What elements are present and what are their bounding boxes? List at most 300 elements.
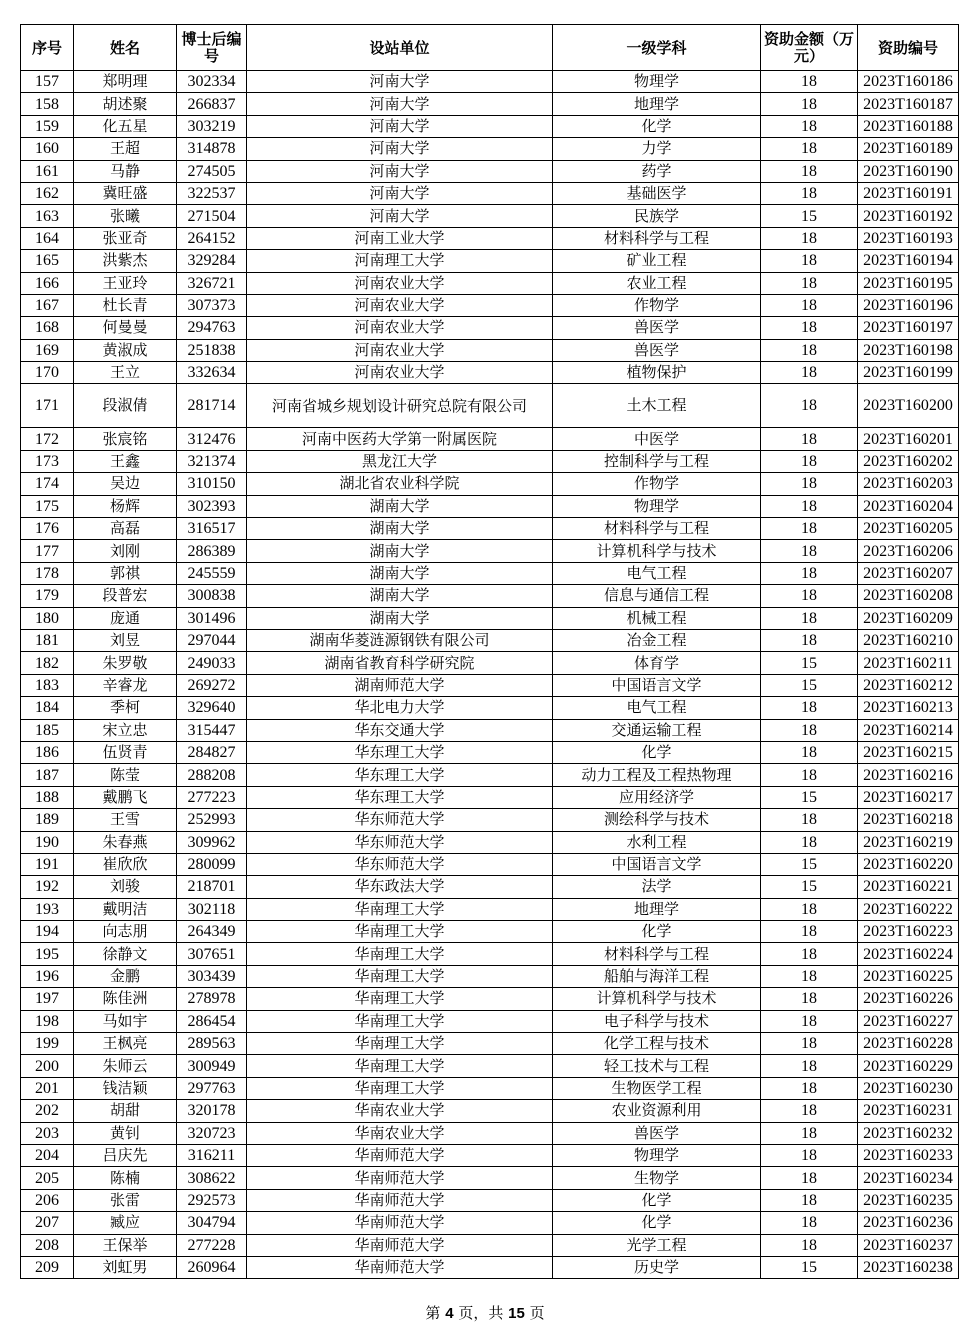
- cell-discipline: 地理学: [553, 898, 761, 920]
- cell-discipline: 材料科学与工程: [553, 518, 761, 540]
- cell-grant-code: 2023T160194: [858, 250, 959, 272]
- table-row: [21, 1212, 959, 1234]
- table-row: [21, 607, 959, 629]
- cell-postdoc-id: 260964: [177, 1256, 247, 1278]
- cell-discipline: 化学工程与技术: [553, 1033, 761, 1055]
- cell-amount: 18: [761, 1055, 858, 1077]
- cell-discipline: 物理学: [553, 495, 761, 517]
- table-row: [21, 1122, 959, 1144]
- footer-suffix: 页: [529, 1304, 545, 1322]
- cell-amount: 18: [761, 495, 858, 517]
- cell-index: 170: [21, 362, 74, 384]
- cell-amount: 18: [761, 1122, 858, 1144]
- table-row: [21, 1077, 959, 1099]
- cell-grant-code: 2023T160214: [858, 719, 959, 741]
- cell-postdoc-id: 297044: [177, 629, 247, 651]
- cell-index: 164: [21, 227, 74, 249]
- cell-index: 161: [21, 160, 74, 182]
- cell-host-unit: 湖南华菱涟源钢铁有限公司: [247, 629, 553, 651]
- cell-index: 184: [21, 697, 74, 719]
- cell-host-unit: 湖南大学: [247, 518, 553, 540]
- cell-amount: 18: [761, 988, 858, 1010]
- cell-name: 张亚奇: [74, 227, 177, 249]
- cell-host-unit: 华东师范大学: [247, 831, 553, 853]
- cell-amount: 18: [761, 719, 858, 741]
- cell-postdoc-id: 278978: [177, 988, 247, 1010]
- cell-host-unit: 湖南大学: [247, 585, 553, 607]
- cell-index: 196: [21, 965, 74, 987]
- cell-name: 张宸铭: [74, 428, 177, 450]
- cell-name: 宋立忠: [74, 719, 177, 741]
- cell-postdoc-id: 288208: [177, 764, 247, 786]
- cell-host-unit: 华南理工大学: [247, 943, 553, 965]
- cell-postdoc-id: 307373: [177, 294, 247, 316]
- cell-amount: 18: [761, 182, 858, 204]
- cell-index: 182: [21, 652, 74, 674]
- cell-postdoc-id: 251838: [177, 339, 247, 361]
- cell-postdoc-id: 312476: [177, 428, 247, 450]
- cell-index: 190: [21, 831, 74, 853]
- cell-discipline: 信息与通信工程: [553, 585, 761, 607]
- cell-index: 172: [21, 428, 74, 450]
- cell-postdoc-id: 218701: [177, 876, 247, 898]
- table-row: [21, 629, 959, 651]
- cell-grant-code: 2023T160203: [858, 473, 959, 495]
- cell-name: 洪紫杰: [74, 250, 177, 272]
- cell-discipline: 物理学: [553, 1144, 761, 1166]
- cell-amount: 18: [761, 764, 858, 786]
- cell-grant-code: 2023T160232: [858, 1122, 959, 1144]
- cell-postdoc-id: 245559: [177, 562, 247, 584]
- cell-grant-code: 2023T160233: [858, 1144, 959, 1166]
- cell-index: 176: [21, 518, 74, 540]
- cell-index: 202: [21, 1100, 74, 1122]
- cell-discipline: 中国语言文学: [553, 674, 761, 696]
- cell-name: 崔欣欣: [74, 853, 177, 875]
- footer-total-pages: 15: [508, 1305, 525, 1322]
- cell-grant-code: 2023T160212: [858, 674, 959, 696]
- cell-amount: 18: [761, 160, 858, 182]
- cell-postdoc-id: 289563: [177, 1033, 247, 1055]
- cell-amount: 18: [761, 943, 858, 965]
- table-row: [21, 786, 959, 808]
- cell-discipline: 化学: [553, 741, 761, 763]
- table-row: [21, 1055, 959, 1077]
- cell-host-unit: 河南大学: [247, 93, 553, 115]
- cell-grant-code: 2023T160238: [858, 1256, 959, 1278]
- cell-amount: 15: [761, 876, 858, 898]
- cell-postdoc-id: 320723: [177, 1122, 247, 1144]
- cell-index: 168: [21, 317, 74, 339]
- cell-index: 209: [21, 1256, 74, 1278]
- cell-host-unit: 华南理工大学: [247, 965, 553, 987]
- cell-postdoc-id: 252993: [177, 809, 247, 831]
- cell-index: 174: [21, 473, 74, 495]
- cell-host-unit: 河南大学: [247, 160, 553, 182]
- cell-grant-code: 2023T160204: [858, 495, 959, 517]
- cell-host-unit: 湖南师范大学: [247, 674, 553, 696]
- cell-discipline: 计算机科学与技术: [553, 988, 761, 1010]
- cell-name: 张曦: [74, 205, 177, 227]
- cell-discipline: 物理学: [553, 71, 761, 93]
- cell-host-unit: 华南理工大学: [247, 898, 553, 920]
- cell-amount: 18: [761, 317, 858, 339]
- cell-postdoc-id: 304794: [177, 1212, 247, 1234]
- cell-amount: 18: [761, 1212, 858, 1234]
- cell-postdoc-id: 292573: [177, 1189, 247, 1211]
- table-row: [21, 450, 959, 472]
- cell-grant-code: 2023T160201: [858, 428, 959, 450]
- cell-name: 段淑倩: [74, 384, 177, 428]
- cell-postdoc-id: 303219: [177, 115, 247, 137]
- cell-host-unit: 华南师范大学: [247, 1189, 553, 1211]
- cell-index: 203: [21, 1122, 74, 1144]
- cell-name: 徐静文: [74, 943, 177, 965]
- cell-name: 郑明理: [74, 71, 177, 93]
- cell-index: 183: [21, 674, 74, 696]
- cell-name: 刘昱: [74, 629, 177, 651]
- cell-discipline: 法学: [553, 876, 761, 898]
- cell-host-unit: 河南农业大学: [247, 339, 553, 361]
- cell-discipline: 历史学: [553, 1256, 761, 1278]
- cell-discipline: 生物医学工程: [553, 1077, 761, 1099]
- table-row: [21, 719, 959, 741]
- cell-postdoc-id: 274505: [177, 160, 247, 182]
- cell-postdoc-id: 316517: [177, 518, 247, 540]
- table-row: [21, 764, 959, 786]
- cell-index: 181: [21, 629, 74, 651]
- cell-host-unit: 黑龙江大学: [247, 450, 553, 472]
- cell-amount: 18: [761, 831, 858, 853]
- table-row: [21, 965, 959, 987]
- cell-grant-code: 2023T160197: [858, 317, 959, 339]
- table-row: [21, 182, 959, 204]
- cell-host-unit: 华南理工大学: [247, 1010, 553, 1032]
- cell-discipline: 兽医学: [553, 339, 761, 361]
- col-header-postdoc-id: 博士后编号: [177, 25, 247, 71]
- cell-discipline: 农业资源利用: [553, 1100, 761, 1122]
- cell-grant-code: 2023T160234: [858, 1167, 959, 1189]
- cell-discipline: 植物保护: [553, 362, 761, 384]
- cell-index: 195: [21, 943, 74, 965]
- cell-amount: 18: [761, 1189, 858, 1211]
- cell-host-unit: 华南理工大学: [247, 1033, 553, 1055]
- cell-discipline: 机械工程: [553, 607, 761, 629]
- cell-host-unit: 华南师范大学: [247, 1144, 553, 1166]
- cell-index: 199: [21, 1033, 74, 1055]
- cell-discipline: 水利工程: [553, 831, 761, 853]
- cell-amount: 18: [761, 1144, 858, 1166]
- cell-host-unit: 华南农业大学: [247, 1122, 553, 1144]
- cell-discipline: 中国语言文学: [553, 853, 761, 875]
- table-row: [21, 205, 959, 227]
- cell-discipline: 中医学: [553, 428, 761, 450]
- table-row: [21, 943, 959, 965]
- cell-host-unit: 华南师范大学: [247, 1212, 553, 1234]
- cell-discipline: 化学: [553, 1212, 761, 1234]
- cell-postdoc-id: 297763: [177, 1077, 247, 1099]
- cell-discipline: 兽医学: [553, 1122, 761, 1144]
- cell-name: 郭祺: [74, 562, 177, 584]
- cell-name: 辛睿龙: [74, 674, 177, 696]
- cell-grant-code: 2023T160208: [858, 585, 959, 607]
- table-row: [21, 988, 959, 1010]
- table-row: [21, 921, 959, 943]
- cell-index: 158: [21, 93, 74, 115]
- cell-discipline: 轻工技术与工程: [553, 1055, 761, 1077]
- table-row: [21, 674, 959, 696]
- col-header-host-unit: 设站单位: [247, 25, 553, 71]
- cell-postdoc-id: 321374: [177, 450, 247, 472]
- cell-amount: 18: [761, 741, 858, 763]
- cell-discipline: 化学: [553, 115, 761, 137]
- cell-host-unit: 河南大学: [247, 182, 553, 204]
- cell-grant-code: 2023T160192: [858, 205, 959, 227]
- cell-grant-code: 2023T160191: [858, 182, 959, 204]
- cell-name: 刘虹男: [74, 1256, 177, 1278]
- cell-amount: 18: [761, 473, 858, 495]
- cell-amount: 15: [761, 674, 858, 696]
- cell-grant-code: 2023T160186: [858, 71, 959, 93]
- col-header-grant-code: 资助编号: [858, 25, 959, 71]
- table-row: [21, 138, 959, 160]
- cell-postdoc-id: 249033: [177, 652, 247, 674]
- table-row: [21, 831, 959, 853]
- cell-index: 185: [21, 719, 74, 741]
- cell-name: 臧应: [74, 1212, 177, 1234]
- table-row: [21, 272, 959, 294]
- cell-amount: 18: [761, 294, 858, 316]
- cell-grant-code: 2023T160231: [858, 1100, 959, 1122]
- cell-grant-code: 2023T160223: [858, 921, 959, 943]
- cell-amount: 18: [761, 965, 858, 987]
- cell-postdoc-id: 302334: [177, 71, 247, 93]
- cell-discipline: 冶金工程: [553, 629, 761, 651]
- cell-grant-code: 2023T160205: [858, 518, 959, 540]
- cell-amount: 18: [761, 629, 858, 651]
- cell-postdoc-id: 264349: [177, 921, 247, 943]
- cell-host-unit: 华东师范大学: [247, 809, 553, 831]
- cell-grant-code: 2023T160190: [858, 160, 959, 182]
- table-row: [21, 540, 959, 562]
- cell-postdoc-id: 316211: [177, 1144, 247, 1166]
- cell-index: 187: [21, 764, 74, 786]
- cell-index: 162: [21, 182, 74, 204]
- cell-host-unit: 湖南省教育科学研究院: [247, 652, 553, 674]
- table-row: [21, 562, 959, 584]
- table-row: [21, 1100, 959, 1122]
- cell-host-unit: 华南理工大学: [247, 921, 553, 943]
- table-row: [21, 518, 959, 540]
- table-row: [21, 741, 959, 763]
- cell-host-unit: 华东政法大学: [247, 876, 553, 898]
- cell-discipline: 基础医学: [553, 182, 761, 204]
- cell-discipline: 作物学: [553, 294, 761, 316]
- cell-amount: 18: [761, 384, 858, 428]
- cell-index: 207: [21, 1212, 74, 1234]
- cell-discipline: 体育学: [553, 652, 761, 674]
- cell-name: 刘刚: [74, 540, 177, 562]
- footer-page-number: 4: [445, 1305, 454, 1322]
- cell-host-unit: 华南理工大学: [247, 1055, 553, 1077]
- cell-name: 张雷: [74, 1189, 177, 1211]
- cell-host-unit: 华南师范大学: [247, 1234, 553, 1256]
- cell-amount: 18: [761, 250, 858, 272]
- cell-name: 吕庆先: [74, 1144, 177, 1166]
- cell-host-unit: 河南农业大学: [247, 272, 553, 294]
- cell-index: 175: [21, 495, 74, 517]
- cell-amount: 18: [761, 809, 858, 831]
- table-row: [21, 1256, 959, 1278]
- cell-postdoc-id: 266837: [177, 93, 247, 115]
- cell-amount: 18: [761, 697, 858, 719]
- cell-discipline: 化学: [553, 921, 761, 943]
- funding-table: [20, 24, 959, 1279]
- cell-discipline: 生物学: [553, 1167, 761, 1189]
- cell-host-unit: 华南师范大学: [247, 1167, 553, 1189]
- cell-name: 陈楠: [74, 1167, 177, 1189]
- cell-discipline: 电气工程: [553, 562, 761, 584]
- table-row: [21, 1234, 959, 1256]
- cell-postdoc-id: 326721: [177, 272, 247, 294]
- cell-host-unit: 河南省城乡规划设计研究总院有限公司: [247, 384, 553, 428]
- cell-grant-code: 2023T160193: [858, 227, 959, 249]
- cell-host-unit: 华东师范大学: [247, 853, 553, 875]
- cell-grant-code: 2023T160209: [858, 607, 959, 629]
- cell-index: 165: [21, 250, 74, 272]
- cell-name: 胡述聚: [74, 93, 177, 115]
- cell-host-unit: 华东理工大学: [247, 764, 553, 786]
- table-row: [21, 473, 959, 495]
- cell-postdoc-id: 281714: [177, 384, 247, 428]
- table-row: [21, 898, 959, 920]
- cell-postdoc-id: 286454: [177, 1010, 247, 1032]
- cell-grant-code: 2023T160189: [858, 138, 959, 160]
- cell-grant-code: 2023T160236: [858, 1212, 959, 1234]
- cell-postdoc-id: 277228: [177, 1234, 247, 1256]
- cell-amount: 18: [761, 898, 858, 920]
- cell-grant-code: 2023T160206: [858, 540, 959, 562]
- cell-host-unit: 华东理工大学: [247, 786, 553, 808]
- cell-amount: 15: [761, 205, 858, 227]
- cell-amount: 18: [761, 1010, 858, 1032]
- cell-host-unit: 河南农业大学: [247, 362, 553, 384]
- cell-name: 王雪: [74, 809, 177, 831]
- cell-discipline: 作物学: [553, 473, 761, 495]
- cell-index: 188: [21, 786, 74, 808]
- cell-name: 化五星: [74, 115, 177, 137]
- cell-grant-code: 2023T160196: [858, 294, 959, 316]
- cell-postdoc-id: 308622: [177, 1167, 247, 1189]
- cell-postdoc-id: 309962: [177, 831, 247, 853]
- cell-postdoc-id: 300949: [177, 1055, 247, 1077]
- cell-index: 180: [21, 607, 74, 629]
- cell-index: 208: [21, 1234, 74, 1256]
- cell-host-unit: 河南农业大学: [247, 294, 553, 316]
- cell-discipline: 材料科学与工程: [553, 227, 761, 249]
- cell-name: 胡甜: [74, 1100, 177, 1122]
- cell-postdoc-id: 314878: [177, 138, 247, 160]
- cell-index: 160: [21, 138, 74, 160]
- cell-index: 191: [21, 853, 74, 875]
- cell-discipline: 应用经济学: [553, 786, 761, 808]
- cell-amount: 15: [761, 786, 858, 808]
- cell-postdoc-id: 315447: [177, 719, 247, 741]
- cell-grant-code: 2023T160216: [858, 764, 959, 786]
- cell-postdoc-id: 301496: [177, 607, 247, 629]
- cell-postdoc-id: 271504: [177, 205, 247, 227]
- cell-host-unit: 河南大学: [247, 115, 553, 137]
- cell-discipline: 动力工程及工程热物理: [553, 764, 761, 786]
- cell-host-unit: 河南工业大学: [247, 227, 553, 249]
- cell-name: 冀旺盛: [74, 182, 177, 204]
- cell-index: 179: [21, 585, 74, 607]
- cell-grant-code: 2023T160210: [858, 629, 959, 651]
- cell-index: 163: [21, 205, 74, 227]
- cell-grant-code: 2023T160222: [858, 898, 959, 920]
- cell-grant-code: 2023T160226: [858, 988, 959, 1010]
- cell-index: 205: [21, 1167, 74, 1189]
- cell-postdoc-id: 286389: [177, 540, 247, 562]
- cell-host-unit: 华北电力大学: [247, 697, 553, 719]
- cell-name: 吴边: [74, 473, 177, 495]
- footer-prefix: 第: [425, 1304, 441, 1322]
- cell-grant-code: 2023T160198: [858, 339, 959, 361]
- cell-amount: 18: [761, 1077, 858, 1099]
- cell-amount: 18: [761, 1234, 858, 1256]
- page-footer: [0, 1302, 970, 1323]
- cell-index: 201: [21, 1077, 74, 1099]
- cell-host-unit: 华南理工大学: [247, 1077, 553, 1099]
- cell-amount: 18: [761, 518, 858, 540]
- footer-middle: 页，共: [458, 1304, 504, 1322]
- table-row: [21, 495, 959, 517]
- table-row: [21, 384, 959, 428]
- cell-name: 朱春燕: [74, 831, 177, 853]
- cell-grant-code: 2023T160213: [858, 697, 959, 719]
- cell-grant-code: 2023T160227: [858, 1010, 959, 1032]
- cell-grant-code: 2023T160199: [858, 362, 959, 384]
- cell-grant-code: 2023T160219: [858, 831, 959, 853]
- cell-amount: 18: [761, 339, 858, 361]
- cell-index: 178: [21, 562, 74, 584]
- cell-index: 173: [21, 450, 74, 472]
- cell-grant-code: 2023T160188: [858, 115, 959, 137]
- cell-discipline: 地理学: [553, 93, 761, 115]
- cell-index: 194: [21, 921, 74, 943]
- cell-name: 王枫亮: [74, 1033, 177, 1055]
- cell-postdoc-id: 320178: [177, 1100, 247, 1122]
- table-row: [21, 362, 959, 384]
- cell-amount: 18: [761, 93, 858, 115]
- cell-index: 171: [21, 384, 74, 428]
- table-body: [21, 71, 959, 1279]
- cell-name: 何曼曼: [74, 317, 177, 339]
- cell-host-unit: 华南理工大学: [247, 988, 553, 1010]
- cell-name: 戴鹏飞: [74, 786, 177, 808]
- table-row: [21, 652, 959, 674]
- cell-grant-code: 2023T160187: [858, 93, 959, 115]
- cell-host-unit: 湖南大学: [247, 562, 553, 584]
- cell-postdoc-id: 280099: [177, 853, 247, 875]
- table-header-row: [21, 25, 959, 71]
- cell-host-unit: 河南农业大学: [247, 317, 553, 339]
- cell-host-unit: 河南中医药大学第一附属医院: [247, 428, 553, 450]
- cell-postdoc-id: 302118: [177, 898, 247, 920]
- cell-amount: 18: [761, 1033, 858, 1055]
- table-row: [21, 294, 959, 316]
- cell-amount: 18: [761, 1100, 858, 1122]
